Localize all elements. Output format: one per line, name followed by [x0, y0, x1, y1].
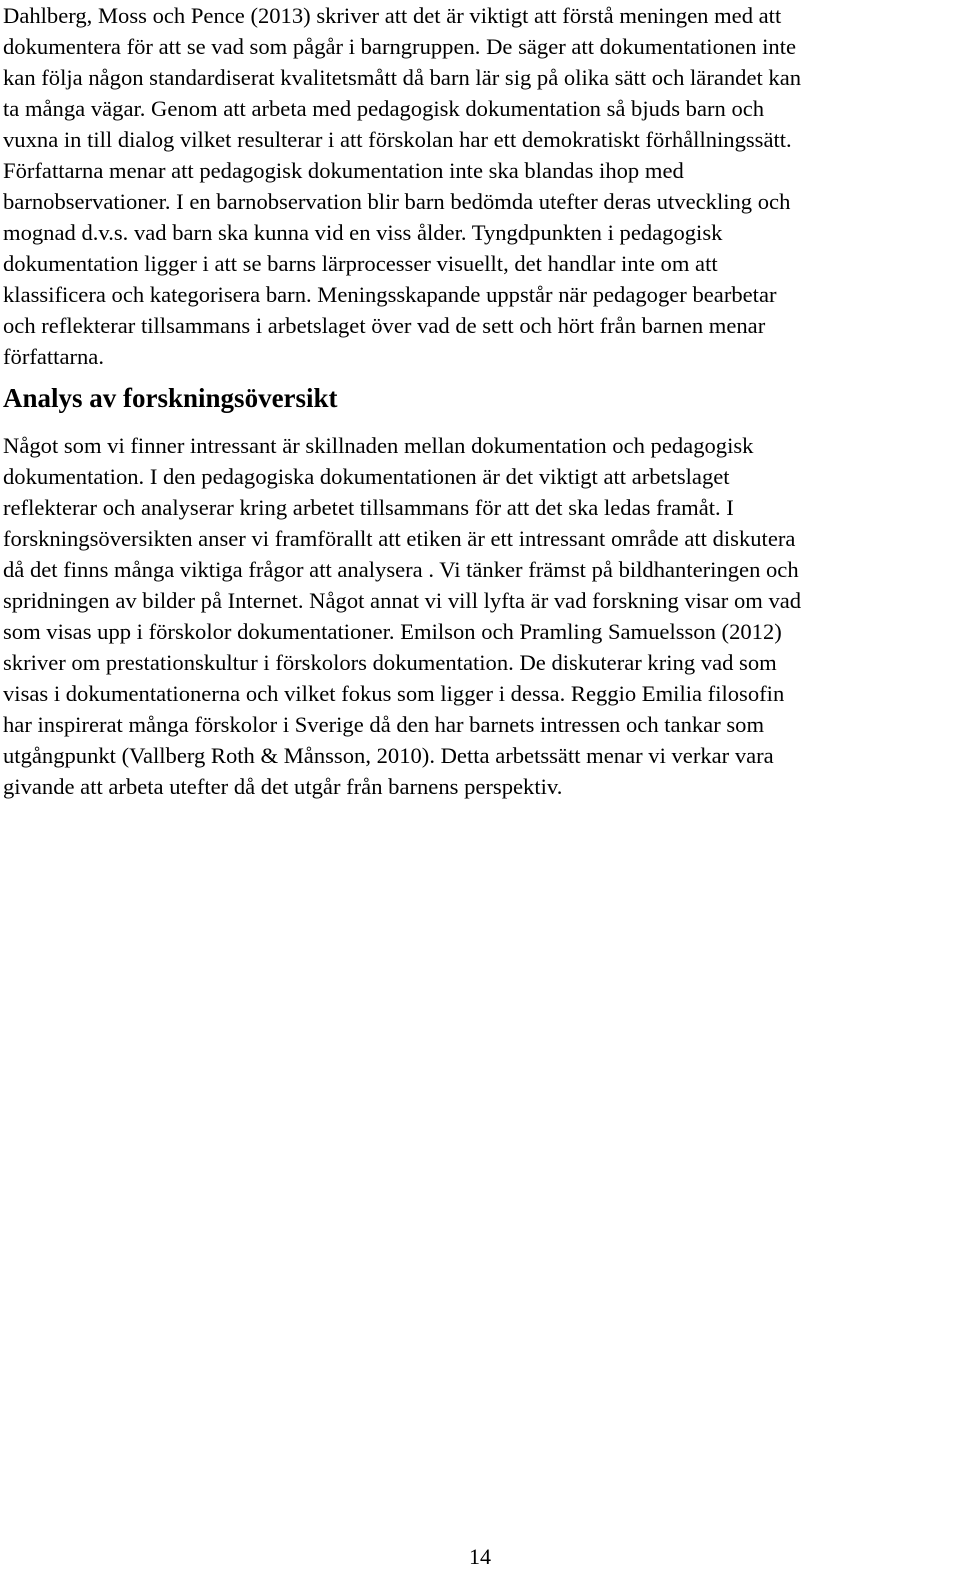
paragraph-line: forskningsöversikten anser vi framförallt att etiken är ett intressant område att diskutera — [3, 526, 796, 551]
paragraph-line: utgångpunkt (Vallberg Roth & Månsson, 2010). Detta arbetssätt menar vi verkar vara — [3, 743, 774, 768]
paragraph-line: reflekterar och analyserar kring arbetet tillsammans för att det ska ledas framåt. I — [3, 495, 734, 520]
page-number: 14 — [469, 1544, 491, 1569]
paragraph-line: och reflekterar tillsammans i arbetslaget över vad de sett och hört från barnen menar — [3, 313, 766, 338]
section-heading: Analys av forskningsöversikt — [3, 383, 338, 413]
paragraph-line: skriver om prestationskultur i förskolors dokumentation. De diskuterar kring vad som — [3, 650, 777, 675]
paragraph-line: spridningen av bilder på Internet. Något annat vi vill lyfta är vad forskning visar om vad — [3, 588, 802, 613]
paragraph-line: barnobservationer. I en barnobservation blir barn bedömda utefter deras utveckling och — [3, 189, 791, 214]
paragraph-line: då det finns många viktiga frågor att analysera . Vi tänker främst på bildhanteringen och — [3, 557, 799, 582]
paragraph-line: klassificera och kategorisera barn. Meningsskapande uppstår när pedagoger bearbetar — [3, 282, 777, 307]
paragraph-line: har inspirerat många förskolor i Sverige då den har barnets intressen och tankar som — [3, 712, 765, 737]
paragraph-line: som visas upp i förskolor dokumentationer. Emilson och Pramling Samuelsson (2012) — [3, 619, 782, 644]
paragraph-line: Något som vi finner intressant är skillnaden mellan dokumentation och pedagogisk — [3, 433, 754, 458]
paragraph-line: kan följa någon standardiserat kvalitetsmått då barn lär sig på olika sätt och lärandet kan — [3, 65, 802, 90]
paragraph-line: ta många vägar. Genom att arbeta med pedagogisk dokumentation så bjuds barn och — [3, 96, 765, 121]
paragraph-line: Författarna menar att pedagogisk dokumentation inte ska blandas ihop med — [3, 158, 684, 183]
paragraph-line: givande att arbeta utefter då det utgår från barnens perspektiv. — [3, 774, 563, 799]
body-paragraph-1 — [3, 0, 957, 372]
document-page — [3, 0, 957, 372]
paragraph-line: författarna. — [3, 344, 104, 369]
body-paragraph-2 — [3, 430, 801, 802]
paragraph-line: dokumentation ligger i att se barns lärprocesser visuellt, det handlar inte om att — [3, 251, 718, 276]
paragraph-line: Dahlberg, Moss och Pence (2013) skriver att det är viktigt att förstå meningen med att — [3, 3, 782, 28]
paragraph-line: vuxna in till dialog vilket resulterar i att förskolan har ett demokratiskt förhållningssätt. — [3, 127, 792, 152]
paragraph-line: dokumentation. I den pedagogiska dokumentationen är det viktigt att arbetslaget — [3, 464, 730, 489]
paragraph-line: visas i dokumentationerna och vilket fokus som ligger i dessa. Reggio Emilia filosofin — [3, 681, 785, 706]
paragraph-line: mognad d.v.s. vad barn ska kunna vid en viss ålder. Tyngdpunkten i pedagogisk — [3, 220, 723, 245]
paragraph-line: dokumentera för att se vad som pågår i barngruppen. De säger att dokumentationen inte — [3, 34, 797, 59]
